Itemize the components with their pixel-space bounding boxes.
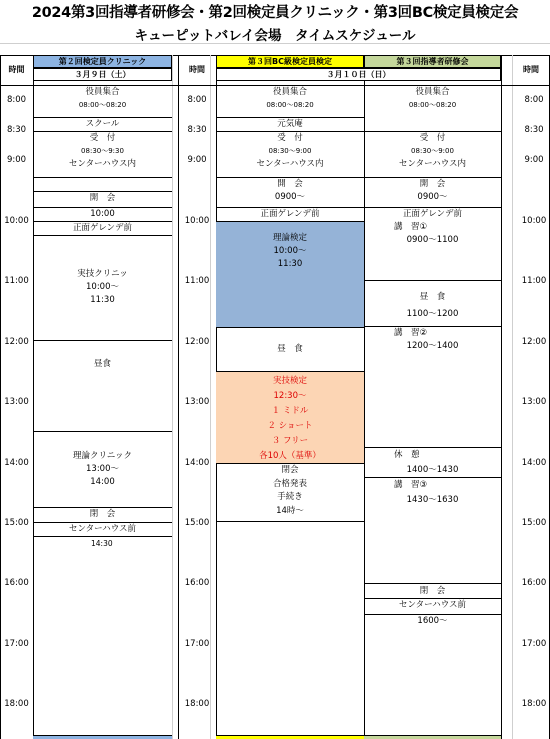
time-label: 11:00	[521, 276, 547, 286]
clinic-opening: 開 会	[33, 191, 172, 207]
time-header-right: 時間	[523, 65, 539, 74]
clinic-opening-time: 10:00	[33, 207, 172, 221]
time-label: 12:00	[521, 337, 547, 347]
exam-reception: 受 付 08:30～9:00 センターハウス内	[216, 131, 364, 177]
seminar-staff-meeting: 役員集合 08:00～08:20	[408, 87, 457, 109]
time-label: 16:00	[4, 578, 29, 588]
seminar-session-3: 講 習③ 1430～1630	[364, 477, 501, 583]
time-label: 10:00	[184, 216, 210, 226]
next-page-header-strip	[33, 735, 172, 739]
seminar-break: 休 憩 1400～1430	[364, 447, 501, 477]
time-label: 9:00	[6, 155, 27, 165]
shared-date: ３月１０日（日）	[216, 68, 501, 81]
time-label: 14:00	[4, 458, 29, 468]
clinic-blank	[33, 177, 172, 191]
time-label: 8:30	[524, 125, 544, 135]
seminar-lunch: 昼 食 1100～1200	[364, 280, 501, 326]
clinic-header: 第２回検定員クリニック	[33, 55, 172, 68]
next-page-header-strip	[364, 735, 501, 739]
exam-header: 第３回BC級検定員検定	[216, 55, 364, 68]
column-border	[512, 55, 513, 739]
next-page-header-strip	[216, 735, 364, 739]
seminar-closing-place: センターハウス前	[364, 598, 501, 614]
time-label: 10:00	[4, 216, 29, 226]
time-label: 14:00	[521, 458, 547, 468]
time-label: 14:00	[184, 458, 210, 468]
clinic-closing-place: センターハウス前	[33, 522, 172, 536]
time-label: 15:00	[521, 518, 547, 528]
time-label: 8:00	[524, 95, 544, 105]
exam-location: 正面ゲレンデ前	[216, 207, 364, 221]
clinic-closing: 閉 会	[33, 507, 172, 522]
time-header-mid: 時間	[189, 65, 205, 74]
time-label: 11:00	[4, 276, 29, 286]
time-label: 13:00	[184, 397, 210, 407]
clinic-theory: 理論クリニック 13:00～ 14:00	[33, 431, 172, 507]
exam-empty	[216, 521, 364, 739]
seminar-reception: 受 付 08:30～9:00 センターハウス内	[364, 131, 501, 177]
time-label: 8:30	[6, 125, 27, 135]
time-label: 15:00	[184, 518, 210, 528]
clinic-location: 正面ゲレンデ前	[33, 221, 172, 235]
clinic-school: スクール	[33, 117, 172, 131]
time-label: 18:00	[184, 699, 210, 709]
time-label: 13:00	[4, 397, 29, 407]
exam-closing: 閉会 合格発表 手続き 14時～	[216, 463, 364, 521]
time-label: 18:00	[521, 699, 547, 709]
time-label: 13:00	[521, 397, 547, 407]
time-label: 17:00	[4, 639, 29, 649]
exam-staff-meeting: 役員集合 08:00～08:20	[266, 87, 314, 109]
exam-practical: 実技検定 12:30～ １ ミドル ２ ショート ３ フリー 各10人（基準）	[216, 371, 364, 463]
clinic-reception: 受 付 08:30～9:30 センターハウス内	[33, 131, 172, 177]
clinic-practical: 実技クリニッ 10:00～ 11:30	[33, 235, 172, 340]
seminar-opening: 開 会 0900～	[364, 177, 501, 207]
time-label: 15:00	[4, 518, 29, 528]
exam-lunch: 昼 食	[216, 327, 364, 371]
exam-theory: 理論検定 10:00～ 11:30	[216, 221, 364, 327]
time-label: 16:00	[184, 578, 210, 588]
exam-venue: 元気庵	[216, 117, 364, 131]
time-label: 12:00	[4, 337, 29, 347]
seminar-session-2: 講 習② 1200～1400	[364, 326, 501, 447]
clinic-date: ３月９日（土）	[33, 68, 172, 81]
sheet-gridline	[0, 43, 550, 54]
time-label: 10:00	[521, 216, 547, 226]
page-subtitle: キューピットバレイ会場 タイムスケジュール	[134, 28, 416, 44]
time-label: 8:30	[187, 125, 207, 135]
page-title: 2024第3回指導者研修会・第2回検定員クリニック・第3回BC検定員検定会	[31, 5, 519, 21]
time-label: 17:00	[184, 639, 210, 649]
seminar-closing: 閉 会	[364, 583, 501, 598]
time-label: 8:00	[6, 95, 27, 105]
seminar-header: 第３回指導者研修会	[364, 55, 501, 68]
time-label: 16:00	[521, 578, 547, 588]
time-label: 9:00	[187, 155, 207, 165]
time-label: 9:00	[524, 155, 544, 165]
seminar-closing-time: 1600～	[364, 614, 501, 739]
time-label: 17:00	[521, 639, 547, 649]
seminar-session-1: 正面ゲレンデ前 講 習① 0900～1100	[364, 207, 501, 280]
time-label: 11:00	[184, 276, 210, 286]
clinic-staff-meeting: 役員集合 08:00～08:20	[78, 87, 127, 109]
clinic-lunch: 昼食	[33, 340, 172, 431]
time-label: 12:00	[184, 337, 210, 347]
column-border	[501, 55, 502, 739]
time-header-left: 時間	[8, 65, 25, 74]
column-border	[172, 55, 173, 739]
clinic-closing-time: 14:30	[33, 536, 172, 739]
time-label: 8:00	[187, 95, 207, 105]
exam-opening: 開 会 0900～	[216, 177, 364, 207]
time-label: 18:00	[4, 699, 29, 709]
